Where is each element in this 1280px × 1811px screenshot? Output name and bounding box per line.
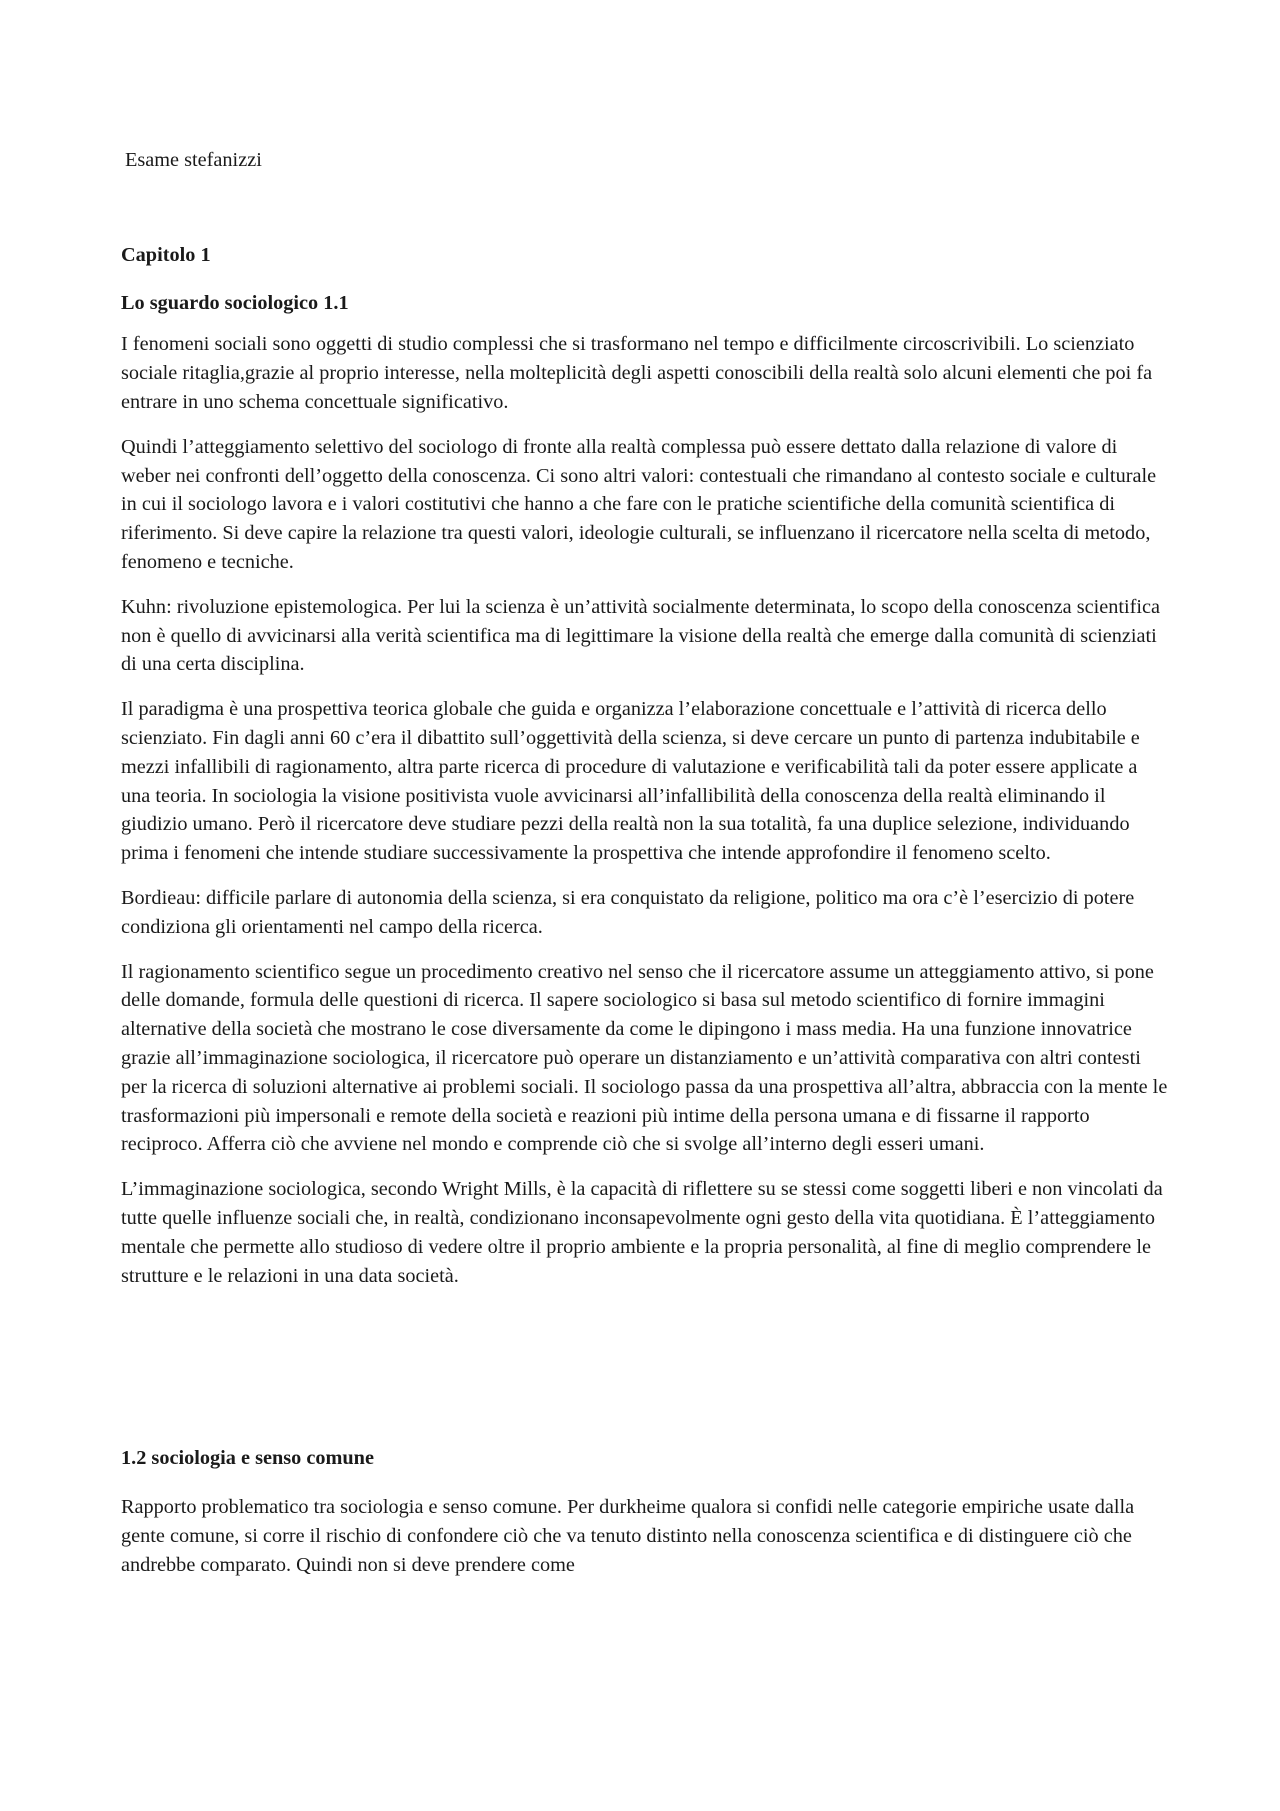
chapter-heading: Capitolo 1 (121, 243, 211, 266)
paragraph: Il paradigma è una prospettiva teorica globale che guida e organizza l’elaborazione concettuale e l’attività di ricerca dello scienziato. Fin dagli anni 60 c’era il dibattito sull’oggettività della scienza, si deve cercare un punto di partenza indubitabile e mezzi infallibili di ragionamento, altra parte ricerca di procedure di valutazione e verificabilità tali da poter essere applicate a una teoria. In sociologia la visione positivista vuole avvicinarsi all’infallibilità della conoscenza della realtà eliminando il giudizio umano. Però il ricercatore deve studiare pezzi della realtà non la sua totalità, fa una duplice selezione, individuando prima i fenomeni che intende studiare successivamente la prospettiva che intende approfondire il fenomeno scelto. (121, 698, 1140, 865)
paragraph: I fenomeni sociali sono oggetti di studio complessi che si trasformano nel tempo e difficilmente circoscrivibili. Lo scienziato sociale ritaglia,grazie al proprio interesse, nella molteplicità degli aspetti conoscibili della realtà solo alcuni elementi che poi fa entrare in uno schema concettuale significativo. (121, 333, 1153, 413)
paragraph: Rapporto problematico tra sociologia e senso comune. Per durkheime qualora si confidi nelle categorie empiriche usate dalla gente comune, si corre il rischio di confondere ciò che va tenuto distinto nella conoscenza scientifica e di distinguere ciò che andrebbe comparato. Quindi non si deve prendere come (121, 1496, 1135, 1576)
section-spacer (121, 1306, 1171, 1444)
paragraph: Kuhn: rivoluzione epistemologica. Per lui la scienza è un’attività socialmente determinata, lo scopo della conoscenza scientifica non è quello di avvicinarsi alla verità scientifica ma di legittimare la visione della realtà che emerge dalla comunità di scienziati di una certa disciplina. (121, 595, 1161, 676)
document-body (121, 146, 1171, 1595)
paragraph: Quindi l’atteggiamento selettivo del sociologo di fronte alla realtà complessa può essere dettato dalla relazione di valore di weber nei confronti dell’oggetto della conoscenza. Ci sono altri valori: contestuali che rimandano al contesto sociale e culturale in cui il sociologo lavora e i valori costitutivi che hanno a che fare con le pratiche scientifiche della comunità scientifica di riferimento. Si deve capire la relazione tra questi valori, ideologie culturali, se influenzano il ricercatore nella scelta di metodo, fenomeno e tecniche. (121, 435, 1157, 573)
paragraph: Il ragionamento scientifico segue un procedimento creativo nel senso che il ricercatore assume un atteggiamento attivo, si pone delle domande, formula delle questioni di ricerca. Il sapere sociologico si basa sul metodo scientifico di fornire immagini alternative della società che mostrano le cose diversamente da come le dipingono i mass media. Ha una funzione innovatrice grazie all’immaginazione sociologica, il ricercatore può operare un distanziamento e un’attività comparativa con altri contesti per la ricerca di soluzioni alternative ai problemi sociali. Il sociologo passa da una prospettiva all’altra, abbraccia con la mente le trasformazioni più impersonali e remote della società e reazioni più intime della persona umana e di fissarne il rapporto reciproco. Afferra ciò che avviene nel mondo e comprende ciò che si svolge all’interno degli esseri umani. (121, 960, 1168, 1156)
section-heading-1-1: Lo sguardo sociologico 1.1 (121, 291, 349, 314)
document-title: Esame stefanizzi (125, 149, 262, 171)
paragraph: Bordieau: difficile parlare di autonomia della scienza, si era conquistato da religione, politico ma ora c’è l’esercizio di potere condiziona gli orientamenti nel campo della ricerca. (121, 886, 1135, 938)
section-heading-1-2: 1.2 sociologia e senso comune (121, 1447, 374, 1470)
paragraph: L’immaginazione sociologica, secondo Wright Mills, è la capacità di riflettere su se stessi come soggetti liberi e non vincolati da tutte quelle influenze sociali che, in realtà, condizionano inconsapevolmente ogni gesto della vita quotidiana. È l’atteggiamento mentale che permette allo studioso di vedere oltre il proprio ambiente e la propria personalità, al fine di meglio comprendere le strutture e le relazioni in una data società. (121, 1178, 1163, 1287)
